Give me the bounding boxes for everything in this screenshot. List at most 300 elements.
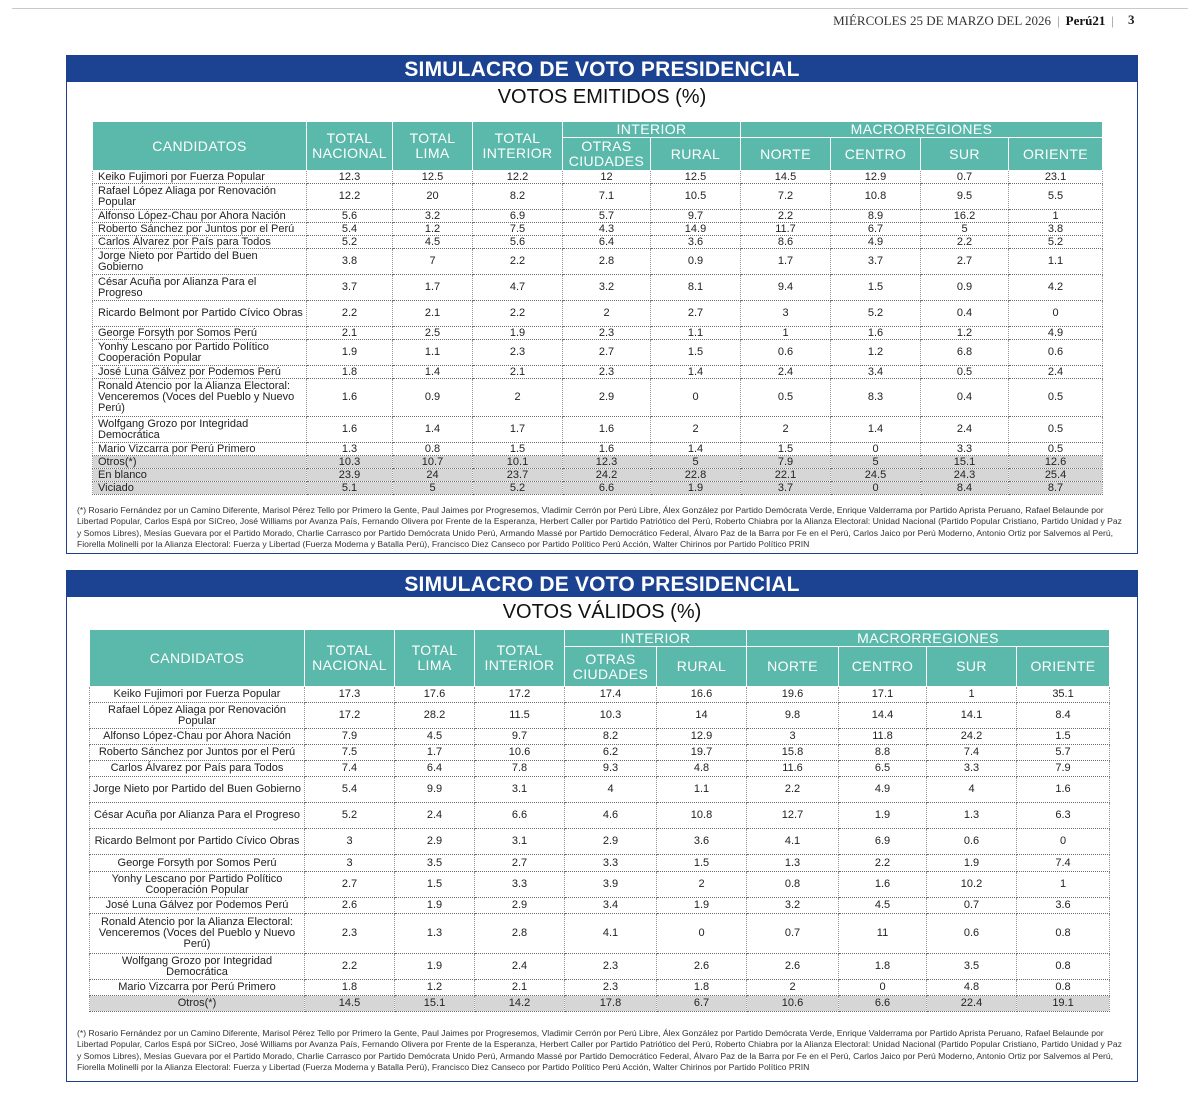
cell-value: 9.9 [395, 777, 475, 803]
candidate-name: George Forsyth por Somos Perú [93, 327, 307, 340]
cell-value: 0.5 [1009, 379, 1103, 417]
cell-value: 14.5 [741, 171, 831, 184]
cell-value: 8.2 [473, 184, 563, 210]
cell-value: 4 [927, 777, 1017, 803]
cell-value: 12.9 [657, 729, 747, 745]
cell-value: 12.6 [1009, 456, 1103, 469]
table-row [90, 954, 1110, 980]
cell-value: 1.1 [1009, 249, 1103, 275]
cell-value: 2 [563, 301, 651, 327]
table-row [93, 340, 1103, 366]
table-row [93, 210, 1103, 223]
cell-value: 11 [839, 914, 927, 954]
table-row [90, 687, 1110, 703]
table-row [90, 761, 1110, 777]
table-row [93, 366, 1103, 379]
cell-value: 2 [741, 417, 831, 443]
cell-value: 12.9 [831, 171, 921, 184]
cell-value: 3.6 [657, 829, 747, 855]
table-row [90, 898, 1110, 914]
cell-value: 2.7 [475, 855, 565, 872]
candidate-name: Yonhy Lescano por Partido Político Cooperación Popular [93, 340, 307, 366]
cell-value: 12.3 [563, 456, 651, 469]
cell-value: 3.3 [565, 855, 657, 872]
cell-value: 2.1 [473, 366, 563, 379]
cell-value: 14.9 [651, 223, 741, 236]
cell-value: 4.7 [473, 275, 563, 301]
cell-value: 5 [651, 456, 741, 469]
cell-value: 10.2 [927, 872, 1017, 898]
cell-value: 5 [921, 223, 1009, 236]
candidate-name: Wolfgang Grozo por Integridad Democrática [90, 954, 305, 980]
candidate-name: Ronald Atencio por la Alianza Electoral: Venceremos (Voces del Pueblo y Nuevo Perú) [90, 914, 305, 954]
cell-value: 4.8 [927, 980, 1017, 996]
cell-value: 5 [831, 456, 921, 469]
cell-value: 5.2 [1009, 236, 1103, 249]
cell-value: 0.5 [921, 366, 1009, 379]
candidate-name: César Acuña por Alianza Para el Progreso [93, 275, 307, 301]
cell-value: 5.5 [1009, 184, 1103, 210]
cell-value: 2.9 [475, 898, 565, 914]
cell-value: 3.8 [307, 249, 393, 275]
candidate-name: Yonhy Lescano por Partido Político Cooperación Popular [90, 872, 305, 898]
cell-value: 17.2 [475, 687, 565, 703]
cell-value: 2 [651, 417, 741, 443]
cell-value: 2.5 [393, 327, 473, 340]
cell-value: 2.6 [305, 898, 395, 914]
cell-value: 5.6 [473, 236, 563, 249]
cell-value: 10.1 [473, 456, 563, 469]
cell-value: 1 [1017, 872, 1110, 898]
cell-value: 2.3 [565, 954, 657, 980]
cell-value: 2.2 [305, 954, 395, 980]
cell-value: 7.8 [475, 761, 565, 777]
cell-value: 0.6 [927, 914, 1017, 954]
cell-value: 1.2 [921, 327, 1009, 340]
cell-value: 15.1 [921, 456, 1009, 469]
table-row [90, 980, 1110, 996]
table-row [93, 249, 1103, 275]
cell-value: 3.8 [1009, 223, 1103, 236]
cell-value: 9.4 [741, 275, 831, 301]
cell-value: 0 [1017, 829, 1110, 855]
cell-value: 4.9 [831, 236, 921, 249]
cell-value: 2.3 [565, 980, 657, 996]
cell-value: 19.6 [747, 687, 839, 703]
validos-panel [66, 570, 1138, 1082]
cell-value: 8.2 [565, 729, 657, 745]
cell-value: 0.7 [921, 171, 1009, 184]
cell-value: 7.9 [741, 456, 831, 469]
cell-value: 1.8 [657, 980, 747, 996]
cell-value: 0 [657, 914, 747, 954]
cell-value: 1.9 [651, 482, 741, 495]
cell-value: 0.6 [1009, 340, 1103, 366]
cell-value: 1.3 [395, 914, 475, 954]
cell-value: 23.1 [1009, 171, 1103, 184]
candidate-name: Jorge Nieto por Partido del Buen Gobierno [93, 249, 307, 275]
cell-value: 6.9 [473, 210, 563, 223]
cell-value: 0.5 [1009, 443, 1103, 456]
cell-value: 1.9 [839, 803, 927, 829]
cell-value: 1.9 [657, 898, 747, 914]
cell-value: 1.2 [393, 223, 473, 236]
cell-value: 3.1 [475, 829, 565, 855]
cell-value: 2.9 [395, 829, 475, 855]
candidate-name: Mario Vizcarra por Perú Primero [93, 443, 307, 456]
cell-value: 3.7 [831, 249, 921, 275]
cell-value: 0.8 [1017, 954, 1110, 980]
cell-value: 5.2 [831, 301, 921, 327]
cell-value: 0.9 [651, 249, 741, 275]
cell-value: 0.9 [921, 275, 1009, 301]
cell-value: 2.3 [563, 366, 651, 379]
validos-footnote: (*) Rosario Fernández por un Camino Diferente, Marisol Pérez Tello por Primero la Gente, Paul Jaimes por Progresemos, Vladimir Cerrón por Perú Libre, Álex González por Partido Demócrata Verde, Enrique Valderrama por Partido Aprista Peruano, Rafael Belaunde por Libertad Popular, Carlos Espá por SíCreo, José Williams por Avanza País, Fernando Olivera por Frente de la Esperanza, Herbert Caller por Partido Patriótico del Perú, Roberto Chiabra por la Alianza Electoral: Unidad Nacional (Partido Popular Cristiano, Partido Unidad y Paz y Somos Libres), Mesías Guevara por el Partido Morado, Charlie Carrasco por Partido Demócrata Unido Perú, Armando Massé por Partido Democrático Federal, Álvaro Paz de la Barra por Fe en el Perú, Carlos Jaico por Perú Moderno, Antonio Ortiz por Salvemos al Perú, Fiorella Molinelli por la Alianza Electoral: Fuerza y Libertad (Fuerza Moderna y Batalla Perú), Francisco Diez Canseco por Partido Político Perú Acción, Walter Chirinos por Partido Político PRIN [77, 1028, 1122, 1072]
validos-table [89, 629, 1110, 1012]
cell-value: 1.3 [307, 443, 393, 456]
candidate-name: Alfonso López-Chau por Ahora Nación [93, 210, 307, 223]
cell-value: 0.5 [1009, 417, 1103, 443]
cell-value: 6.6 [839, 996, 927, 1012]
cell-value: 3.3 [927, 761, 1017, 777]
cell-value: 2 [747, 980, 839, 996]
cell-value: 4.6 [565, 803, 657, 829]
cell-value: 5.7 [563, 210, 651, 223]
candidate-name: Otros(*) [90, 996, 305, 1012]
cell-value: 12 [563, 171, 651, 184]
cell-value: 10.7 [393, 456, 473, 469]
cell-value: 12.5 [651, 171, 741, 184]
col-group-interior: INTERIOR [563, 122, 741, 138]
cell-value: 25.4 [1009, 469, 1103, 482]
cell-value: 1.4 [393, 417, 473, 443]
cell-value: 6.6 [475, 803, 565, 829]
cell-value: 1.6 [839, 872, 927, 898]
cell-value: 3.6 [1017, 898, 1110, 914]
cell-value: 8.1 [651, 275, 741, 301]
cell-value: 15.1 [395, 996, 475, 1012]
cell-value: 2.3 [563, 327, 651, 340]
cell-value: 0.5 [741, 379, 831, 417]
candidate-name: Ronald Atencio por la Alianza Electoral: Venceremos (Voces del Pueblo y Nuevo Perú) [93, 379, 307, 417]
cell-value: 7 [393, 249, 473, 275]
cell-value: 2.1 [307, 327, 393, 340]
cell-value: 1.5 [1017, 729, 1110, 745]
cell-value: 4.8 [657, 761, 747, 777]
cell-value: 8.8 [839, 745, 927, 761]
cell-value: 0.8 [1017, 914, 1110, 954]
cell-value: 16.2 [921, 210, 1009, 223]
cell-value: 4.5 [393, 236, 473, 249]
cell-value: 12.3 [307, 171, 393, 184]
cell-value: 3.1 [475, 777, 565, 803]
cell-value: 0.7 [927, 898, 1017, 914]
cell-value: 8.4 [1017, 703, 1110, 729]
cell-value: 6.8 [921, 340, 1009, 366]
cell-value: 6.4 [563, 236, 651, 249]
cell-value: 6.4 [395, 761, 475, 777]
cell-value: 4.9 [1009, 327, 1103, 340]
cell-value: 24.2 [563, 469, 651, 482]
emitidos-title: SIMULACRO DE VOTO PRESIDENCIAL [67, 56, 1137, 82]
cell-value: 1.7 [395, 745, 475, 761]
cell-value: 3.6 [651, 236, 741, 249]
cell-value: 6.5 [839, 761, 927, 777]
cell-value: 5.7 [1017, 745, 1110, 761]
cell-value: 11.6 [747, 761, 839, 777]
cell-value: 9.8 [747, 703, 839, 729]
cell-value: 1.6 [563, 417, 651, 443]
cell-value: 5.2 [305, 803, 395, 829]
cell-value: 1.5 [657, 855, 747, 872]
cell-value: 0.6 [741, 340, 831, 366]
col-total-lima: TOTAL LIMA [393, 122, 473, 171]
table-row [90, 745, 1110, 761]
cell-value: 6.2 [565, 745, 657, 761]
cell-value: 4 [565, 777, 657, 803]
cell-value: 12.2 [473, 171, 563, 184]
cell-value: 1.4 [651, 366, 741, 379]
cell-value: 5.4 [307, 223, 393, 236]
cell-value: 9.7 [475, 729, 565, 745]
cell-value: 3.5 [927, 954, 1017, 980]
cell-value: 1 [927, 687, 1017, 703]
candidate-name: José Luna Gálvez por Podemos Perú [93, 366, 307, 379]
emitidos-rows [93, 171, 1103, 495]
cell-value: 24.5 [831, 469, 921, 482]
table-row [90, 803, 1110, 829]
table-row [90, 996, 1110, 1012]
cell-value: 11.8 [839, 729, 927, 745]
col-centro: CENTRO [831, 138, 921, 171]
cell-value: 3.4 [831, 366, 921, 379]
table-row [90, 777, 1110, 803]
candidate-name: Alfonso López-Chau por Ahora Nación [90, 729, 305, 745]
cell-value: 2.4 [741, 366, 831, 379]
cell-value: 1.1 [651, 327, 741, 340]
cell-value: 2.7 [651, 301, 741, 327]
cell-value: 7.9 [1017, 761, 1110, 777]
emitidos-panel [66, 55, 1138, 554]
cell-value: 6.7 [657, 996, 747, 1012]
candidate-name: Jorge Nieto por Partido del Buen Gobierno [90, 777, 305, 803]
cell-value: 1.1 [393, 340, 473, 366]
table-row [90, 855, 1110, 872]
cell-value: 22.4 [927, 996, 1017, 1012]
cell-value: 5.2 [473, 482, 563, 495]
cell-value: 22.8 [651, 469, 741, 482]
validos-subtitle: VOTOS VÁLIDOS (%) [502, 601, 702, 623]
cell-value: 4.5 [839, 898, 927, 914]
cell-value: 1.7 [741, 249, 831, 275]
cell-value: 17.6 [395, 687, 475, 703]
cell-value: 2.3 [305, 914, 395, 954]
header-brand: Perú21 [1065, 13, 1106, 28]
cell-value: 1.2 [395, 980, 475, 996]
cell-value: 17.1 [839, 687, 927, 703]
cell-value: 2.2 [747, 777, 839, 803]
col-otras-ciudades: OTRAS CIUDADES [565, 647, 657, 687]
cell-value: 0.8 [747, 872, 839, 898]
cell-value: 1 [741, 327, 831, 340]
table-row [93, 171, 1103, 184]
table-row [93, 275, 1103, 301]
cell-value: 0 [831, 443, 921, 456]
cell-value: 24.2 [927, 729, 1017, 745]
cell-value: 7.5 [473, 223, 563, 236]
cell-value: 7.9 [305, 729, 395, 745]
cell-value: 1.7 [473, 417, 563, 443]
cell-value: 3.9 [565, 872, 657, 898]
cell-value: 8.4 [921, 482, 1009, 495]
cell-value: 5.2 [307, 236, 393, 249]
col-rural: RURAL [657, 647, 747, 687]
cell-value: 2.2 [473, 249, 563, 275]
cell-value: 2.8 [563, 249, 651, 275]
cell-value: 1.6 [1017, 777, 1110, 803]
cell-value: 3.3 [475, 872, 565, 898]
cell-value: 10.8 [831, 184, 921, 210]
cell-value: 7.4 [1017, 855, 1110, 872]
col-oriente: ORIENTE [1009, 138, 1103, 171]
table-row [93, 223, 1103, 236]
cell-value: 4.9 [839, 777, 927, 803]
cell-value: 1.9 [395, 954, 475, 980]
table-row [90, 914, 1110, 954]
col-sur: SUR [921, 138, 1009, 171]
cell-value: 0.8 [393, 443, 473, 456]
cell-value: 2.6 [747, 954, 839, 980]
cell-value: 2 [657, 872, 747, 898]
cell-value: 2.1 [393, 301, 473, 327]
cell-value: 1.9 [307, 340, 393, 366]
cell-value: 10.6 [747, 996, 839, 1012]
cell-value: 1.9 [473, 327, 563, 340]
table-row [93, 301, 1103, 327]
cell-value: 1.6 [307, 379, 393, 417]
cell-value: 2.9 [565, 829, 657, 855]
cell-value: 14.5 [305, 996, 395, 1012]
table-row [90, 872, 1110, 898]
cell-value: 1 [1009, 210, 1103, 223]
col-group-interior: INTERIOR [565, 630, 747, 647]
cell-value: 2.7 [305, 872, 395, 898]
cell-value: 1.4 [393, 366, 473, 379]
cell-value: 22.1 [741, 469, 831, 482]
cell-value: 7.5 [305, 745, 395, 761]
cell-value: 19.1 [1017, 996, 1110, 1012]
cell-value: 1.1 [657, 777, 747, 803]
cell-value: 5.4 [305, 777, 395, 803]
cell-value: 3 [305, 829, 395, 855]
cell-value: 14.2 [475, 996, 565, 1012]
cell-value: 20 [393, 184, 473, 210]
cell-value: 23.9 [307, 469, 393, 482]
cell-value: 2.6 [657, 954, 747, 980]
cell-value: 24 [393, 469, 473, 482]
cell-value: 17.2 [305, 703, 395, 729]
cell-value: 6.6 [563, 482, 651, 495]
cell-value: 4.5 [395, 729, 475, 745]
cell-value: 1.3 [927, 803, 1017, 829]
cell-value: 1.9 [395, 898, 475, 914]
cell-value: 3.7 [307, 275, 393, 301]
cell-value: 8.3 [831, 379, 921, 417]
candidate-name: Rafael López Aliaga por Renovación Popular [90, 703, 305, 729]
cell-value: 11.7 [741, 223, 831, 236]
cell-value: 4.2 [1009, 275, 1103, 301]
header-date: MIÉRCOLES 25 DE MARZO DEL 2026 [833, 13, 1052, 28]
candidate-name: Mario Vizcarra por Perú Primero [90, 980, 305, 996]
cell-value: 1.6 [307, 417, 393, 443]
candidate-name: En blanco [93, 469, 307, 482]
candidate-name: Roberto Sánchez por Juntos por el Perú [93, 223, 307, 236]
candidate-name: Carlos Álvarez por País para Todos [93, 236, 307, 249]
cell-value: 12.7 [747, 803, 839, 829]
cell-value: 2.4 [475, 954, 565, 980]
table-row [93, 469, 1103, 482]
candidate-name: Ricardo Belmont por Partido Cívico Obras [90, 829, 305, 855]
cell-value: 10.8 [657, 803, 747, 829]
cell-value: 1.8 [839, 954, 927, 980]
cell-value: 1.4 [651, 443, 741, 456]
cell-value: 24.3 [921, 469, 1009, 482]
page-number: 3 [1128, 12, 1135, 27]
cell-value: 2.4 [921, 417, 1009, 443]
cell-value: 17.4 [565, 687, 657, 703]
cell-value: 9.5 [921, 184, 1009, 210]
cell-value: 17.3 [305, 687, 395, 703]
cell-value: 3.2 [747, 898, 839, 914]
cell-value: 0 [839, 980, 927, 996]
table-row [93, 327, 1103, 340]
cell-value: 9.3 [565, 761, 657, 777]
cell-value: 0.6 [927, 829, 1017, 855]
cell-value: 4.1 [565, 914, 657, 954]
cell-value: 14.4 [839, 703, 927, 729]
cell-value: 28.2 [395, 703, 475, 729]
cell-value: 2.9 [563, 379, 651, 417]
cell-value: 2.2 [741, 210, 831, 223]
cell-value: 17.8 [565, 996, 657, 1012]
col-candidatos: CANDIDATOS [90, 630, 305, 687]
candidate-name: Keiko Fujimori por Fuerza Popular [90, 687, 305, 703]
cell-value: 2.7 [921, 249, 1009, 275]
cell-value: 2.1 [475, 980, 565, 996]
emitidos-footnote: (*) Rosario Fernández por un Camino Diferente, Marisol Pérez Tello por Primero la Gente, Paul Jaimes por Progresemos, Vladimir Cerrón por Perú Libre, Álex González por Partido Demócrata Verde, Enrique Valderrama por Partido Aprista Peruano, Rafael Belaunde por Libertad Popular, Carlos Espá por SíCreo, José Williams por Avanza País, Fernando Olivera por Frente de la Esperanza, Herbert Caller por Partido Patriótico del Perú, Roberto Chiabra por la Alianza Electoral: Unidad Nacional (Partido Popular Cristiano, Partido Unidad y Paz y Somos Libres), Mesías Guevara por el Partido Morado, Charlie Carrasco por Partido Demócrata Unido Perú, Armando Massé por Partido Democrático Federal, Álvaro Paz de la Barra por Fe en el Perú, Carlos Jaico por Perú Moderno, Antonio Ortiz por Salvemos al Perú, Fiorella Molinelli por la Alianza Electoral: Fuerza y Libertad (Fuerza Moderna y Batalla Perú), Francisco Diez Canseco por Partido Político Perú Acción, Walter Chirinos por Partido Político PRIN [77, 505, 1122, 549]
candidate-name: Carlos Álvarez por País para Todos [90, 761, 305, 777]
cell-value: 3.2 [393, 210, 473, 223]
col-candidatos: CANDIDATOS [93, 122, 307, 171]
cell-value: 1.6 [563, 443, 651, 456]
table-row [93, 456, 1103, 469]
cell-value: 16.6 [657, 687, 747, 703]
validos-rows [90, 687, 1110, 1012]
col-total-lima: TOTAL LIMA [395, 630, 475, 687]
cell-value: 10.5 [651, 184, 741, 210]
cell-value: 8.6 [741, 236, 831, 249]
cell-value: 10.6 [475, 745, 565, 761]
cell-value: 10.3 [565, 703, 657, 729]
cell-value: 1.9 [927, 855, 1017, 872]
cell-value: 3 [741, 301, 831, 327]
cell-value: 19.7 [657, 745, 747, 761]
table-row [93, 379, 1103, 417]
cell-value: 8.7 [1009, 482, 1103, 495]
cell-value: 3.3 [921, 443, 1009, 456]
col-oriente: ORIENTE [1017, 647, 1110, 687]
cell-value: 0 [831, 482, 921, 495]
